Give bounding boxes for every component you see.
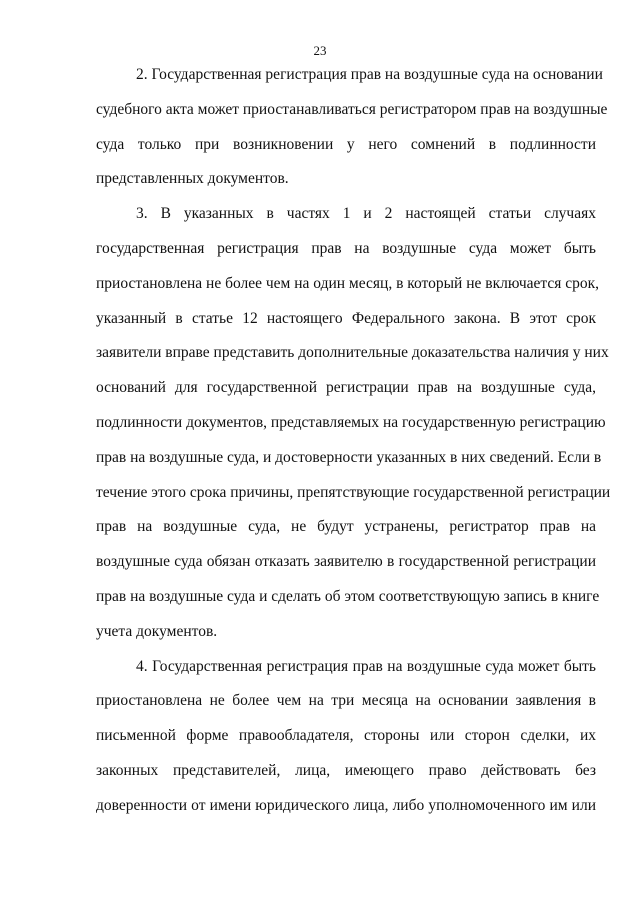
text-line: прав на воздушные суда, не будут устранены, регистратор прав на [96,518,596,536]
text-line: воздушные суда обязан отказать заявителю в государственной регистрации [96,553,596,571]
body-text [96,58,611,824]
text-line: 4. Государственная регистрация прав на воздушные суда может быть [136,657,596,675]
text-line: подлинности документов, представляемых на государственную регистрацию [96,413,606,431]
text-line: оснований для государственной регистрации прав на воздушные суда, [96,379,596,397]
text-line: приостановлена не более чем на один месяц, в который не включается срок, [96,274,600,292]
text-line: законных представителей, лица, имеющего право действовать без [96,761,596,779]
text-line: суда только при возникновении у него сомнений в подлинности [96,135,596,153]
text-line: доверенности от имени юридического лица, либо уполномоченного им или [96,796,596,814]
text-line: указанный в статье 12 настоящего Федерального закона. В этот срок [96,309,596,327]
paragraph-2 [96,58,608,197]
text-line: 3. В указанных в частях 1 и 2 настоящей статьи случаях [136,205,596,223]
text-line: государственная регистрация прав на воздушные суда может быть [96,239,596,257]
page-number: 23 [313,43,327,58]
text-line: письменной форме правообладателя, стороны или сторон сделки, их [96,727,596,745]
text-line: заявители вправе представить дополнительные доказательства наличия у них [96,344,609,362]
text-line: судебного акта может приостанавливаться регистратором прав на воздушные [96,100,608,118]
text-line: представленных документов. [96,170,289,188]
text-line: учета документов. [96,622,218,640]
text-line: прав на воздушные суда и сделать об этом соответствующую запись в книге [96,587,600,605]
paragraph-4 [96,650,596,824]
text-line: прав на воздушные суда, и достоверности указанных в них сведений. Если в [96,448,602,466]
paragraph-3 [96,197,611,649]
text-line: приостановлена не более чем на три месяца на основании заявления в [96,692,596,710]
text-line: течение этого срока причины, препятствующие государственной регистрации [96,483,611,501]
text-line: 2. Государственная регистрация прав на воздушные суда на основании [136,66,603,83]
